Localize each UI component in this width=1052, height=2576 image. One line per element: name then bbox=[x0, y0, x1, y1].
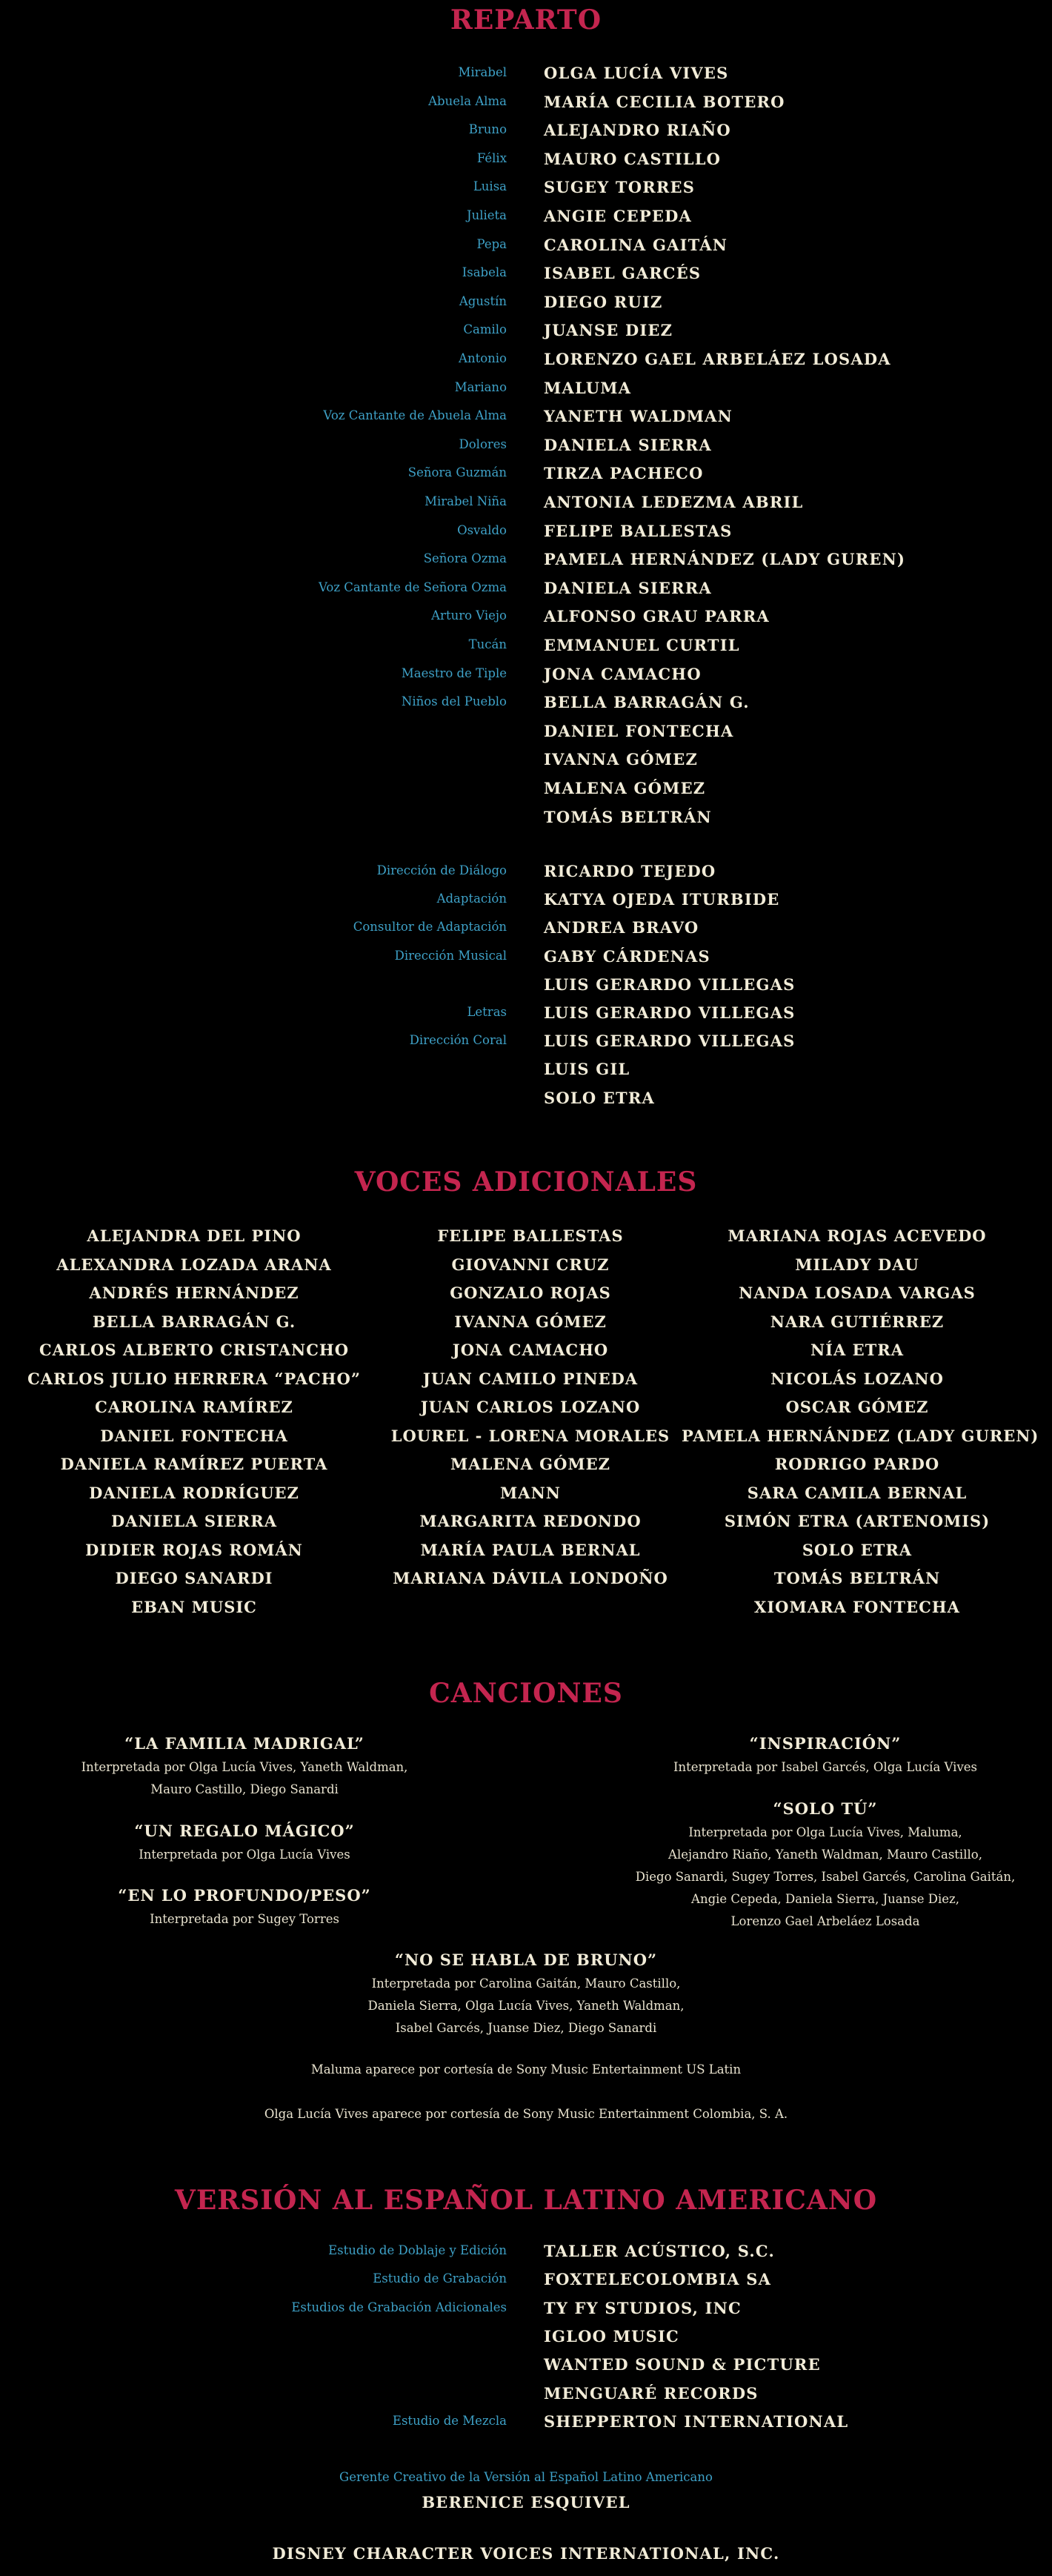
song-right-title: “SOLO TÚ” bbox=[773, 1799, 878, 1818]
cast-name: ALEJANDRO RIAÑO bbox=[544, 121, 731, 140]
cast-name: DANIEL FONTECHA bbox=[544, 721, 734, 740]
song-left-title: “UN REGALO MÁGICO” bbox=[134, 1822, 355, 1840]
song-right-title: “INSPIRACIÓN” bbox=[749, 1734, 902, 1753]
crew-name: LUIS GERARDO VILLEGAS bbox=[544, 975, 796, 994]
cast-name: MAURO CASTILLO bbox=[544, 149, 722, 168]
voice-name: MARIANA ROJAS ACEVEDO bbox=[728, 1226, 987, 1245]
voice-name: JONA CAMACHO bbox=[452, 1341, 609, 1359]
song-center-performers: Isabel Garcés, Juanse Diez, Diego Sanardi bbox=[395, 2021, 657, 2035]
cast-name: OLGA LUCÍA VIVES bbox=[544, 64, 729, 82]
gerente-name: BERENICE ESQUIVEL bbox=[422, 2493, 630, 2512]
song-left-title: “LA FAMILIA MADRIGAL” bbox=[124, 1734, 364, 1753]
footer-company: DISNEY CHARACTER VOICES INTERNATIONAL, INC. bbox=[272, 2544, 780, 2563]
crew-name: LUIS GIL bbox=[544, 1060, 630, 1079]
cast-name: BELLA BARRAGÁN G. bbox=[544, 693, 750, 712]
cast-role: Maestro de Tiple bbox=[401, 665, 507, 680]
cast-name: MARÍA CECILIA BOTERO bbox=[544, 92, 785, 111]
cast-name: MALENA GÓMEZ bbox=[544, 779, 706, 797]
cast-role: Agustín bbox=[459, 293, 507, 308]
crew-role: Consultor de Adaptación bbox=[353, 920, 507, 935]
studio-name: TY FY STUDIOS, INC bbox=[544, 2298, 742, 2317]
cast-name: JUANSE DIEZ bbox=[544, 321, 673, 340]
studio-role: Estudio de Mezcla bbox=[392, 2413, 507, 2428]
cast-role: Dolores bbox=[459, 436, 507, 451]
courtesy-note: Olga Lucía Vives aparece por cortesía de Sony Music Entertainment Colombia, S. A. bbox=[264, 2107, 788, 2121]
cast-role: Voz Cantante de Abuela Alma bbox=[323, 408, 507, 423]
cast-name: FELIPE BALLESTAS bbox=[544, 521, 733, 540]
song-center-performers: Interpretada por Carolina Gaitán, Mauro Castillo, bbox=[371, 1976, 681, 1991]
voice-name: MALENA GÓMEZ bbox=[450, 1455, 610, 1473]
cast-role: Mirabel Niña bbox=[425, 494, 507, 508]
voice-name: MARIANA DÁVILA LONDOÑO bbox=[393, 1569, 668, 1587]
voice-name: JUAN CAMILO PINEDA bbox=[422, 1369, 639, 1388]
cast-name: DANIELA SIERRA bbox=[544, 435, 712, 454]
cast-name: ANGIE CEPEDA bbox=[544, 207, 692, 225]
cast-role: Mariano bbox=[454, 379, 507, 394]
voice-name: NÍA ETRA bbox=[810, 1341, 904, 1359]
voice-name: NICOLÁS LOZANO bbox=[770, 1369, 944, 1388]
voice-name: CAROLINA RAMÍREZ bbox=[95, 1398, 293, 1416]
cast-name: DIEGO RUIZ bbox=[544, 292, 663, 311]
gerente-role: Gerente Creativo de la Versión al Español Latino Americano bbox=[339, 2470, 713, 2484]
cast-name: IVANNA GÓMEZ bbox=[544, 750, 698, 769]
studio-name: TALLER ACÚSTICO, S.C. bbox=[544, 2242, 775, 2260]
cast-role: Niños del Pueblo bbox=[401, 694, 507, 709]
voice-name: TOMÁS BELTRÁN bbox=[773, 1569, 941, 1587]
cast-role: Pepa bbox=[476, 236, 507, 251]
voice-name: DIEGO SANARDI bbox=[115, 1569, 273, 1587]
crew-role: Letras bbox=[467, 1005, 507, 1019]
crew-name: RICARDO TEJEDO bbox=[544, 862, 716, 880]
studio-name: FOXTELECOLOMBIA SA bbox=[544, 2270, 772, 2289]
song-left-performers: Mauro Castillo, Diego Sanardi bbox=[150, 1782, 339, 1796]
crew-role: Dirección Musical bbox=[394, 948, 507, 963]
voice-name: MARGARITA REDONDO bbox=[419, 1512, 642, 1530]
cast-role: Tucán bbox=[468, 637, 507, 651]
cast-name: TOMÁS BELTRÁN bbox=[544, 807, 712, 826]
song-center-title: “NO SE HABLA DE BRUNO” bbox=[394, 1951, 658, 1969]
cast-role: Camilo bbox=[463, 322, 507, 337]
voces-title: VOCES ADICIONALES bbox=[354, 1166, 698, 1198]
voice-name: DANIEL FONTECHA bbox=[100, 1426, 288, 1445]
song-left-performers: Interpretada por Olga Lucía Vives bbox=[139, 1848, 350, 1862]
cast-name: LORENZO GAEL ARBELÁEZ LOSADA bbox=[544, 350, 891, 368]
cast-name: TIRZA PACHECO bbox=[544, 464, 704, 483]
cast-role: Bruno bbox=[468, 122, 507, 137]
voice-name: GONZALO ROJAS bbox=[450, 1284, 611, 1302]
reparto-title: REPARTO bbox=[450, 4, 602, 36]
song-right-performers: Lorenzo Gael Arbeláez Losada bbox=[730, 1914, 920, 1928]
voice-name: PAMELA HERNÁNDEZ (LADY GUREN) bbox=[682, 1426, 1039, 1445]
voice-name: SIMÓN ETRA (ARTENOMIS) bbox=[724, 1512, 991, 1530]
cast-role: Antonio bbox=[459, 351, 507, 365]
crew-name: ANDREA BRAVO bbox=[544, 918, 699, 937]
voice-name: RODRIGO PARDO bbox=[774, 1455, 940, 1473]
cast-name: JONA CAMACHO bbox=[544, 664, 702, 683]
voice-name: BELLA BARRAGÁN G. bbox=[92, 1312, 296, 1331]
song-right-performers: Interpretada por Isabel Garcés, Olga Lucía Vives bbox=[673, 1760, 977, 1774]
studio-name: IGLOO MUSIC bbox=[544, 2326, 679, 2346]
cast-role: Isabela bbox=[462, 265, 507, 280]
crew-name: LUIS GERARDO VILLEGAS bbox=[544, 1003, 796, 1022]
crew-name: SOLO ETRA bbox=[544, 1088, 656, 1107]
song-left-performers: Interpretada por Sugey Torres bbox=[150, 1912, 339, 1926]
studio-name: WANTED SOUND & PICTURE bbox=[544, 2355, 821, 2374]
cast-name: DANIELA SIERRA bbox=[544, 578, 712, 597]
cast-name: CAROLINA GAITÁN bbox=[544, 235, 728, 254]
version-title: VERSIÓN AL ESPAÑOL LATINO AMERICANO bbox=[174, 2185, 878, 2216]
voice-name: NARA GUTIÉRREZ bbox=[770, 1312, 945, 1331]
crew-name: GABY CÁRDENAS bbox=[544, 946, 710, 966]
cast-role: Señora Guzmán bbox=[407, 465, 507, 480]
voice-name: MANN bbox=[500, 1483, 561, 1502]
voice-name: MILADY DAU bbox=[795, 1255, 919, 1274]
voice-name: GIOVANNI CRUZ bbox=[451, 1255, 610, 1274]
voice-name: CARLOS ALBERTO CRISTANCHO bbox=[39, 1341, 350, 1359]
voice-name: SARA CAMILA BERNAL bbox=[747, 1483, 968, 1502]
studio-role: Estudios de Grabación Adicionales bbox=[291, 2300, 507, 2314]
voice-name: SOLO ETRA bbox=[802, 1540, 913, 1559]
voice-name: LOUREL - LORENA MORALES bbox=[390, 1426, 670, 1445]
cast-role: Julieta bbox=[466, 208, 507, 222]
cast-role: Osvaldo bbox=[457, 522, 507, 537]
song-right-performers: Angie Cepeda, Daniela Sierra, Juanse Diez, bbox=[691, 1892, 959, 1906]
voice-name: ALEJANDRA DEL PINO bbox=[87, 1226, 302, 1245]
song-center-performers: Daniela Sierra, Olga Lucía Vives, Yaneth Waldman, bbox=[367, 1999, 685, 2013]
cast-name: YANETH WALDMAN bbox=[544, 407, 733, 426]
voice-name: XIOMARA FONTECHA bbox=[754, 1597, 960, 1616]
song-right-performers: Interpretada por Olga Lucía Vives, Maluma, bbox=[688, 1825, 962, 1839]
crew-role: Dirección Coral bbox=[409, 1033, 507, 1048]
cast-name: MALUMA bbox=[544, 378, 632, 397]
studio-role: Estudio de Doblaje y Edición bbox=[328, 2243, 507, 2257]
voice-name: DANIELA SIERRA bbox=[110, 1512, 278, 1530]
voice-name: OSCAR GÓMEZ bbox=[785, 1398, 929, 1416]
studio-role: Estudio de Grabación bbox=[373, 2271, 507, 2286]
voice-name: IVANNA GÓMEZ bbox=[454, 1312, 607, 1331]
song-right-performers: Diego Sanardi, Sugey Torres, Isabel Garcés, Carolina Gaitán, bbox=[635, 1870, 1016, 1884]
cast-name: ALFONSO GRAU PARRA bbox=[544, 607, 770, 626]
studio-name: SHEPPERTON INTERNATIONAL bbox=[544, 2411, 849, 2431]
song-left-title: “EN LO PROFUNDO/PESO” bbox=[118, 1886, 371, 1905]
cast-name: EMMANUEL CURTIL bbox=[544, 636, 740, 654]
voice-name: MARÍA PAULA BERNAL bbox=[420, 1540, 641, 1559]
crew-name: LUIS GERARDO VILLEGAS bbox=[544, 1032, 796, 1051]
crew-role: Dirección de Diálogo bbox=[376, 863, 507, 877]
studio-name: MENGUARÉ RECORDS bbox=[544, 2383, 759, 2403]
cast-name: SUGEY TORRES bbox=[544, 178, 696, 197]
voice-name: FELIPE BALLESTAS bbox=[437, 1226, 624, 1245]
courtesy-note: Maluma aparece por cortesía de Sony Music Entertainment US Latin bbox=[310, 2062, 742, 2077]
cast-role: Luisa bbox=[473, 179, 507, 194]
cast-role: Abuela Alma bbox=[428, 93, 507, 108]
cast-name: PAMELA HERNÁNDEZ (LADY GUREN) bbox=[544, 550, 906, 569]
crew-role: Adaptación bbox=[436, 892, 507, 906]
cast-name: ANTONIA LEDEZMA ABRIL bbox=[544, 493, 804, 511]
cast-role: Mirabel bbox=[458, 65, 507, 79]
cast-name: ISABEL GARCÉS bbox=[544, 264, 702, 283]
cast-role: Señora Ozma bbox=[423, 551, 507, 566]
voice-name: DANIELA RAMÍREZ PUERTA bbox=[60, 1455, 328, 1473]
cast-role: Voz Cantante de Señora Ozma bbox=[319, 580, 507, 594]
voice-name: DIDIER ROJAS ROMÁN bbox=[85, 1540, 303, 1559]
cast-role: Félix bbox=[476, 150, 507, 165]
song-right-performers: Alejandro Riaño, Yaneth Waldman, Mauro Castillo, bbox=[668, 1848, 982, 1862]
voice-name: ANDRÉS HERNÁNDEZ bbox=[89, 1284, 299, 1302]
voice-name: ALEXANDRA LOZADA ARANA bbox=[56, 1255, 332, 1274]
voice-name: JUAN CARLOS LOZANO bbox=[420, 1398, 641, 1416]
crew-name: KATYA OJEDA ITURBIDE bbox=[544, 890, 780, 909]
voice-name: NANDA LOSADA VARGAS bbox=[739, 1284, 976, 1302]
voice-name: CARLOS JULIO HERRERA “PACHO” bbox=[27, 1369, 361, 1388]
song-left-performers: Interpretada por Olga Lucía Vives, Yaneth Waldman, bbox=[81, 1760, 408, 1774]
cast-role: Arturo Viejo bbox=[431, 608, 507, 623]
canciones-title: CANCIONES bbox=[429, 1678, 623, 1709]
voice-name: DANIELA RODRÍGUEZ bbox=[89, 1483, 299, 1502]
voice-name: EBAN MUSIC bbox=[131, 1597, 257, 1616]
